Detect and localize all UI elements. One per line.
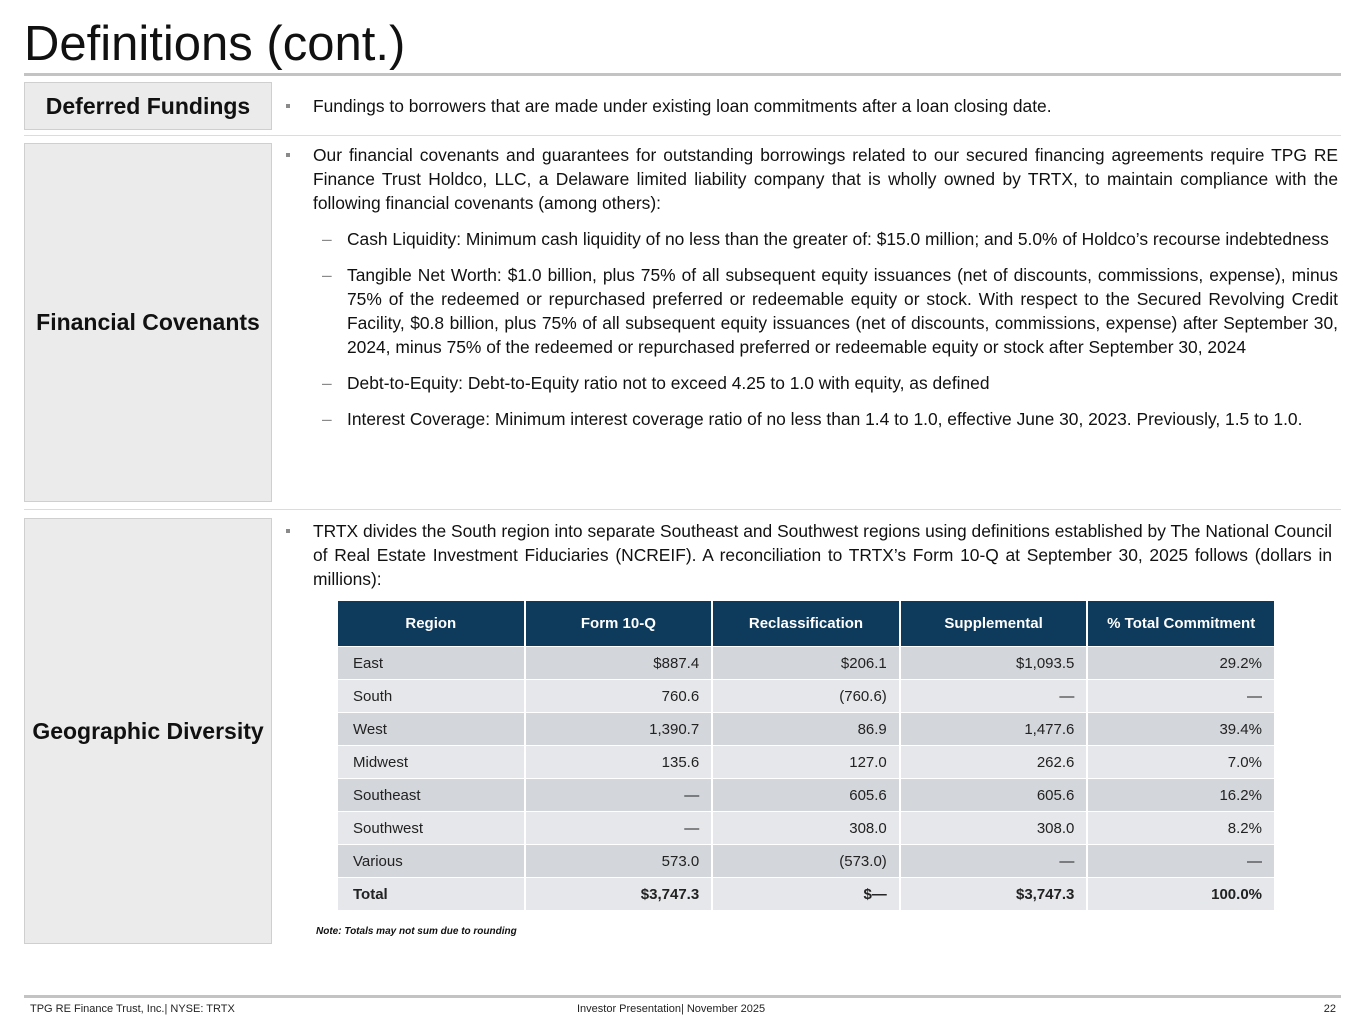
covenants-intro-text: Our financial covenants and guarantees for outstanding borrowings related to our secured financing agreements require TPG RE Finance Trust Holdco, LLC, a Delaware limited liability company that is wholly owned by TRTX, to maintain compliance with the following financial covenants (among others): xyxy=(313,145,1338,213)
table-cell: 39.4% xyxy=(1088,713,1274,745)
table-cell: 127.0 xyxy=(713,746,899,778)
table-cell: 1,390.7 xyxy=(526,713,712,745)
table-cell: $1,093.5 xyxy=(901,647,1087,679)
column-header: % Total Commitment xyxy=(1088,601,1274,646)
table-cell: 573.0 xyxy=(526,845,712,877)
table-cell: — xyxy=(1088,680,1274,712)
covenant-item xyxy=(284,227,1338,251)
table-cell: 86.9 xyxy=(713,713,899,745)
table-cell: $— xyxy=(713,878,899,910)
covenants-intro-bullet xyxy=(284,143,1338,215)
table-cell: — xyxy=(1088,845,1274,877)
dash-icon: – xyxy=(322,409,332,429)
table-cell: East xyxy=(338,647,524,679)
table-row xyxy=(338,812,1274,844)
table-cell: Total xyxy=(338,878,524,910)
table-cell: 262.6 xyxy=(901,746,1087,778)
geographic-diversity-content xyxy=(284,519,1332,591)
table-cell: 1,477.6 xyxy=(901,713,1087,745)
covenant-item-text: Tangible Net Worth: $1.0 billion, plus 75% of all subsequent equity issuances (net of discounts, commissions, expense), minus 75% of the redeemed or repurchased preferred or redeemable equity or stock. With respect to the Secured Revolving Credit Facility, $0.8 billion, plus 75% of all subsequent equity issuances (net of discounts, commissions, expense) after September 30, 2024, minus 75% of the redeemed or repurchased preferred or redeemable equity or stock after September 30, 2024 xyxy=(347,265,1338,357)
column-header: Region xyxy=(338,601,524,646)
geographic-text: TRTX divides the South region into separate Southeast and Southwest regions using definitions established by The National Council of Real Estate Investment Fiduciaries (NCREIF). A reconciliation to TRTX’s Form 10-Q at September 30, 2025 follows (dollars in millions): xyxy=(313,521,1332,589)
page-title: Definitions (cont.) xyxy=(24,17,406,71)
title-divider xyxy=(24,73,1341,76)
table-row xyxy=(338,647,1274,679)
table-cell: South xyxy=(338,680,524,712)
table-row xyxy=(338,779,1274,811)
table-cell: Various xyxy=(338,845,524,877)
table-row xyxy=(338,746,1274,778)
financial-covenants-content xyxy=(284,143,1338,431)
table-row xyxy=(338,713,1274,745)
deferred-fundings-text: Fundings to borrowers that are made under existing loan commitments after a loan closing date. xyxy=(313,96,1052,116)
table-cell: $3,747.3 xyxy=(526,878,712,910)
table-cell: Southeast xyxy=(338,779,524,811)
covenant-item xyxy=(284,407,1338,431)
table-total-row xyxy=(338,878,1274,910)
column-header: Supplemental xyxy=(901,601,1087,646)
table-cell: West xyxy=(338,713,524,745)
table-cell: $887.4 xyxy=(526,647,712,679)
table-cell: 760.6 xyxy=(526,680,712,712)
table-cell: 100.0% xyxy=(1088,878,1274,910)
table-cell: 29.2% xyxy=(1088,647,1274,679)
table-cell: (573.0) xyxy=(713,845,899,877)
page-number: 22 xyxy=(1323,1003,1336,1015)
table-cell: $206.1 xyxy=(713,647,899,679)
column-header: Form 10-Q xyxy=(526,601,712,646)
table-cell: Southwest xyxy=(338,812,524,844)
table-cell: — xyxy=(901,680,1087,712)
bullet-icon xyxy=(286,104,290,108)
table-cell: 308.0 xyxy=(713,812,899,844)
section-divider xyxy=(24,135,1341,136)
bullet-icon xyxy=(286,529,290,533)
table-cell: 308.0 xyxy=(901,812,1087,844)
financial-covenants-label: Financial Covenants xyxy=(24,143,272,502)
geographic-bullet xyxy=(284,519,1332,591)
geographic-diversity-label: Geographic Diversity xyxy=(24,518,272,944)
table-cell: 135.6 xyxy=(526,746,712,778)
section-divider xyxy=(24,509,1341,510)
deferred-fundings-label: Deferred Fundings xyxy=(24,82,272,130)
region-reconciliation-table xyxy=(336,600,1276,911)
footer-divider xyxy=(24,995,1341,998)
table-footnote: Note: Totals may not sum due to rounding xyxy=(316,926,517,937)
table-cell: 8.2% xyxy=(1088,812,1274,844)
deferred-fundings-content xyxy=(284,94,1338,118)
table-cell: (760.6) xyxy=(713,680,899,712)
covenant-item-text: Cash Liquidity: Minimum cash liquidity of no less than the greater of: $15.0 million; and 5.0% of Holdco’s recourse indebtedness xyxy=(347,229,1329,249)
table-cell: 605.6 xyxy=(713,779,899,811)
table-cell: — xyxy=(526,779,712,811)
table-cell: 16.2% xyxy=(1088,779,1274,811)
table-cell: — xyxy=(901,845,1087,877)
table-row xyxy=(338,845,1274,877)
covenant-item-text: Interest Coverage: Minimum interest coverage ratio of no less than 1.4 to 1.0, effective June 30, 2023. Previously, 1.5 to 1.0. xyxy=(347,409,1303,429)
table-cell: 605.6 xyxy=(901,779,1087,811)
table-cell: Midwest xyxy=(338,746,524,778)
dash-icon: – xyxy=(322,229,332,249)
covenant-item xyxy=(284,371,1338,395)
footer-presentation: Investor Presentation| November 2025 xyxy=(577,1003,766,1015)
table-cell: 7.0% xyxy=(1088,746,1274,778)
table-cell: $3,747.3 xyxy=(901,878,1087,910)
deferred-fundings-bullet xyxy=(284,94,1338,118)
column-header: Reclassification xyxy=(713,601,899,646)
table-header-row xyxy=(338,601,1274,646)
table-row xyxy=(338,680,1274,712)
covenant-item-text: Debt-to-Equity: Debt-to-Equity ratio not to exceed 4.25 to 1.0 with equity, as defined xyxy=(347,373,990,393)
bullet-icon xyxy=(286,153,290,157)
footer-company: TPG RE Finance Trust, Inc.| NYSE: TRTX xyxy=(30,1003,235,1015)
dash-icon: – xyxy=(322,265,332,285)
covenant-item xyxy=(284,263,1338,359)
table-cell: — xyxy=(526,812,712,844)
dash-icon: – xyxy=(322,373,332,393)
